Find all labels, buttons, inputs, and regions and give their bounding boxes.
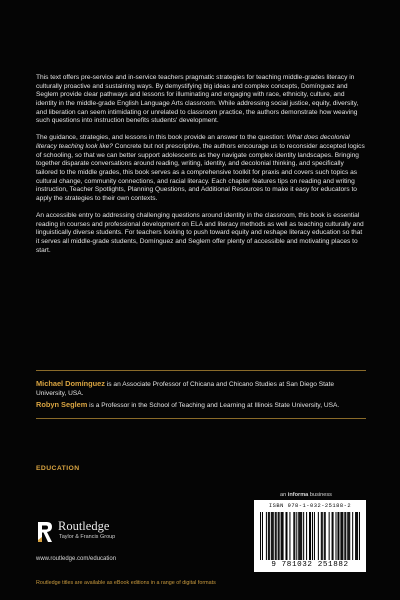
barcode-bar xyxy=(294,512,295,560)
barcode-bar xyxy=(359,512,360,560)
barcode-bar xyxy=(322,512,323,560)
barcode-bar xyxy=(324,512,325,560)
publisher-website[interactable]: www.routledge.com/education xyxy=(36,556,117,562)
publisher-logo xyxy=(36,520,186,550)
barcode-bar xyxy=(345,512,346,560)
description-paragraph-2-rest: Concrete but not prescriptive, the authors encourage us to reconsider accepted logics of schooling, so that we can better support adolescents as they navigate complex identity landscapes. Bringing together disparate conversations around reading, writing, identity, and decolonial thinking, and specifically tailored to the middle grades, this book serves as a comprehensive toolkit for praxis and covers such topics as cultural change, community connections, and racial literacy. Each chapter features tips on reading and writing instruction, Teacher Spotlights, Planning Questions, and Additional Resources to make it easy for educators to apply the strategies to their own contexts. xyxy=(36,142,365,202)
informa-prefix: an xyxy=(280,492,288,498)
barcode-bar xyxy=(355,512,356,560)
informa-suffix: business xyxy=(308,492,332,498)
barcode-bar xyxy=(269,512,270,560)
barcode-bar xyxy=(329,512,330,560)
barcode-bar xyxy=(282,512,283,560)
description-paragraph-2 xyxy=(36,134,366,203)
barcode-bar xyxy=(340,512,341,560)
barcode-bar xyxy=(337,512,338,560)
barcode-number: 9 781032 251882 xyxy=(271,561,349,569)
barcode-bar xyxy=(321,512,322,560)
barcode-bar xyxy=(325,512,326,560)
barcode-bar xyxy=(278,512,279,560)
description-paragraph-2-intro: The guidance, strategies, and lessons in this book provide an answer to the question: xyxy=(36,134,287,142)
barcode-bar xyxy=(289,512,290,560)
barcode-bar xyxy=(318,512,319,560)
barcode-bar xyxy=(338,512,339,560)
description-question: What does decolonial literacy teaching look like? xyxy=(36,134,350,150)
barcode-bar xyxy=(286,512,287,560)
barcode-bar xyxy=(357,512,358,560)
barcode-bar xyxy=(285,512,286,560)
barcode-bar xyxy=(312,512,313,560)
barcode-bar xyxy=(260,512,261,560)
author-name: Robyn Seglem xyxy=(36,400,88,410)
barcode-bar xyxy=(314,512,315,560)
routledge-r-icon xyxy=(36,520,54,544)
barcode-bar xyxy=(283,512,284,560)
barcode-bar xyxy=(300,512,301,560)
author-bio-text: is an Associate Professor of Chicana and Chicano Studies at San Diego State University, USA. xyxy=(36,381,335,397)
isbn-barcode xyxy=(254,500,366,572)
barcode-bar xyxy=(341,512,342,560)
barcode-bar xyxy=(271,512,272,560)
barcode-bar xyxy=(332,512,333,560)
barcode-bar xyxy=(347,512,348,560)
barcode-bar xyxy=(333,512,334,560)
barcode-bar xyxy=(296,512,297,560)
barcode-bar xyxy=(293,512,294,560)
book-description xyxy=(36,74,366,264)
isbn-text: ISBN 978-1-032-25188-2 xyxy=(268,503,352,509)
barcode-bar xyxy=(335,512,336,560)
barcode-bar xyxy=(342,512,343,560)
barcode-bar xyxy=(309,512,310,560)
barcode-bar xyxy=(268,512,269,560)
barcode-bars xyxy=(260,512,360,560)
barcode-bar xyxy=(303,512,304,560)
barcode-bar xyxy=(281,512,282,560)
barcode-bar xyxy=(301,512,302,560)
barcode-bar xyxy=(262,512,263,560)
barcode-bar xyxy=(348,512,349,560)
barcode-bar xyxy=(349,512,350,560)
barcode-bar xyxy=(356,512,357,560)
barcode-bar xyxy=(299,512,300,560)
informa-tagline xyxy=(280,492,332,498)
author-bios xyxy=(36,380,366,414)
description-paragraph-1: This text offers pre-service and in-service teachers pragmatic strategies for teaching middle-grades literacy in culturally proactive and sustaining ways. By demystifying big ideas and complex concepts, Domínguez and Seglem provide clear pathways and lessons for illuminating and engaging with race, ethnicity, culture, and identity in the middle-grade English Language Arts classroom. While addressing social justice, equity, diversity, and liberation can seem intimidating or unrelated to classroom practice, the authors demonstrate how weaving such questions into instruction benefits students' development. xyxy=(36,74,359,125)
top-divider xyxy=(36,370,366,371)
barcode-bar xyxy=(306,512,307,560)
subject-category: EDUCATION xyxy=(36,465,80,472)
barcode-bar xyxy=(279,512,280,560)
barcode-bar xyxy=(272,512,273,560)
author-name: Michael Domínguez xyxy=(36,379,105,388)
author-bio xyxy=(36,401,366,411)
barcode-bar xyxy=(273,512,274,560)
barcode-bar xyxy=(266,512,267,560)
bottom-divider xyxy=(36,418,366,419)
barcode-bar xyxy=(344,512,345,560)
informa-name: informa xyxy=(287,492,309,498)
barcode-bar xyxy=(352,512,353,560)
barcode-bar xyxy=(275,512,276,560)
description-paragraph-3: An accessible entry to addressing challenging questions around identity in the classroom, this book is essential reading in courses and professional development on ELA and literacy methods as well as teaching culturally and linguistically diverse students. For teachers looking to push toward equity and reshape literacy education so that it serves all middle-grade students, Domínguez and Seglem offer plenty of accessible and motivating places to start. xyxy=(36,211,364,254)
author-bio-text: is a Professor in the School of Teaching and Learning at Illinois State University, USA. xyxy=(87,402,340,410)
ebook-note: Routledge titles are available as eBook editions in a range of digital formats xyxy=(36,580,216,586)
barcode-bar xyxy=(298,512,299,560)
author-bio xyxy=(36,380,366,398)
publisher-name: Routledge xyxy=(58,519,110,533)
publisher-group: Taylor & Francis Group xyxy=(59,534,116,540)
barcode-bar xyxy=(310,512,311,560)
barcode-bar xyxy=(276,512,277,560)
